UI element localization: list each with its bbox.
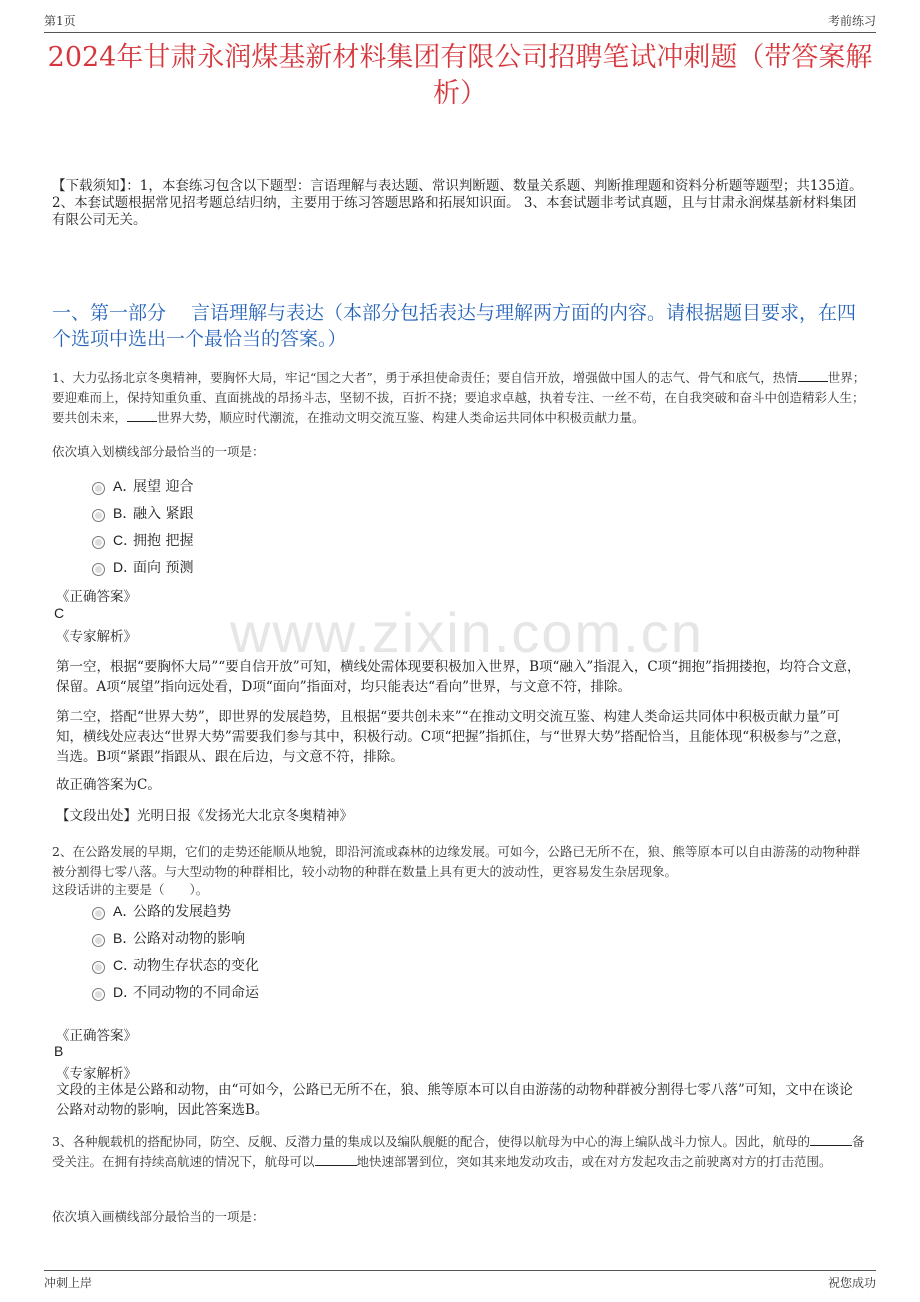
question-2-option-b[interactable]: B． 公路对动物的影响 [92, 928, 245, 948]
blank-line [810, 1133, 852, 1146]
question-1-option-c[interactable]: C． 拥抱 把握 [92, 530, 193, 550]
question-2-option-d[interactable]: D． 不同动物的不同命运 [92, 982, 259, 1002]
radio-icon[interactable] [92, 536, 105, 549]
download-notice: 【下载须知】：1，本套练习包含以下题型：言语理解与表达题、常识判断题、数量关系题、判断推理题和资料分析题等题型；共135道。 2、本套试题根据常见招考题总结归纳，主要用于练习答题思路和拓展知识面。 3、本套试题非考试真题，且与甘肃永润煤基新材料集团有限公司无关。 [52, 178, 863, 228]
footer-right: 祝您成功 [827, 1276, 876, 1290]
analysis-label: 《专家解析》 [56, 629, 137, 645]
radio-icon[interactable] [92, 482, 105, 495]
answer-label: 《正确答案》 [56, 1028, 137, 1044]
section-heading: 一、第一部分 言语理解与表达（本部分包括表达与理解两方面的内容。请根据题目要求，在四个选项中选出一个最恰当的答案。） [52, 302, 857, 350]
analysis-paragraph-1: 第一空，根据“要胸怀大局”“要自信开放”可知，横线处需体现要积极加入世界，B项“融入”指混入，C项“拥抱”指拥搂抱，均符合文意，保留。A项“展望”指向远处看，D项“面向”指面对，均只能表达“看向”世界，与文意不符，排除。 [56, 659, 861, 695]
analysis-conclusion: 故正确答案为C。 [56, 777, 161, 793]
header-label: 考前练习 [827, 14, 876, 28]
question-1-option-d[interactable]: D． 面向 预测 [92, 557, 193, 577]
question-1-option-b[interactable]: B． 融入 紧跟 [92, 503, 193, 523]
header-divider [44, 32, 876, 33]
question-2-text: 2、在公路发展的早期，它们的走势还能顺从地貌，即沿河流或森林的边缘发展。可如今，公路已无所不在，狼、熊等原本可以自由游荡的动物种群被分割得七零八落。与大型动物的种群相比，较小动物的种群在数量上具有更大的波动性，更容易发生杂居现象。 [52, 844, 860, 879]
passage-source: 【文段出处】光明日报《发扬光大北京冬奥精神》 [56, 808, 353, 824]
radio-icon[interactable] [92, 563, 105, 576]
question-2-option-c[interactable]: C． 动物生存状态的变化 [92, 955, 259, 975]
question-2-option-a[interactable]: A． 公路的发展趋势 [92, 901, 231, 921]
blank-line [798, 369, 828, 382]
question-2-prompt: 这段话讲的主要是（ ）。 [52, 882, 209, 897]
answer-value: B [54, 1043, 64, 1059]
question-1-prompt: 依次填入划横线部分最恰当的一项是： [52, 444, 265, 459]
radio-icon[interactable] [92, 961, 105, 974]
question-1-option-a[interactable]: A． 展望 迎合 [92, 476, 193, 496]
footer-divider [44, 1270, 876, 1271]
answer-label: 《正确答案》 [56, 589, 137, 605]
question-1-text: 1、大力弘扬北京冬奥精神，要胸怀大局，牢记“国之大者”，勇于承担使命责任；要自信开放，增强做中国人的志气、骨气和底气，热情 世界；要迎难而上，保持知重负重、直面挑战的昂扬斗志，坚韧不拔，百折不挠；要追求卓越，执着专注、一丝不苟，在自我突破和奋斗中创造精彩人生；要共创未来， 世界大势，顺应时代潮流，在推动文明交流互鉴、构建人类命运共同体中积极贡献力量。 [52, 370, 866, 425]
page-number: 第1页 [44, 14, 76, 28]
radio-icon[interactable] [92, 988, 105, 1001]
watermark: www.zixin.com.cn [230, 601, 704, 664]
radio-icon[interactable] [92, 907, 105, 920]
document-title: 2024年甘肃永润煤基新材料集团有限公司招聘笔试冲刺题（带答案解析） [47, 42, 873, 109]
question-3-prompt: 依次填入画横线部分最恰当的一项是： [52, 1209, 265, 1224]
analysis-paragraph-2: 第二空，搭配“世界大势”，即世界的发展趋势，且根据“要共创未来”“在推动文明交流互鉴、构建人类命运共同体中积极贡献力量”可知，横线处应表达“世界大势”需要我们参与其中，积极行动。C项“把握”指抓住，与“世界大势”搭配恰当，且能体现“积极参与”之意，当选。B项“紧跟”指跟从、跟在后边，与文意不符，排除。 [56, 709, 851, 765]
radio-icon[interactable] [92, 934, 105, 947]
question-3-text: 3、各种舰载机的搭配协同，防空、反舰、反潜力量的集成以及编队舰艇的配合，使得以航母为中心的海上编队战斗力惊人。因此，航母的 备受关注。在拥有持续高航速的情况下，航母可以 地快速部署到位，突如其来地发动攻击，或在对方发起攻击之前驶离对方的打击范围。 [52, 1134, 865, 1169]
radio-icon[interactable] [92, 509, 105, 522]
analysis-label: 《专家解析》 [56, 1066, 137, 1082]
analysis-paragraph: 文段的主体是公路和动物，由“可如今，公路已无所不在，狼、熊等原本可以自由游荡的动物种群被分割得七零八落”可知，文中在谈论公路对动物的影响，因此答案选B。 [56, 1082, 853, 1118]
footer-left: 冲刺上岸 [44, 1276, 93, 1290]
blank-line [315, 1153, 357, 1166]
answer-value: C [54, 605, 65, 621]
blank-line [127, 409, 157, 422]
